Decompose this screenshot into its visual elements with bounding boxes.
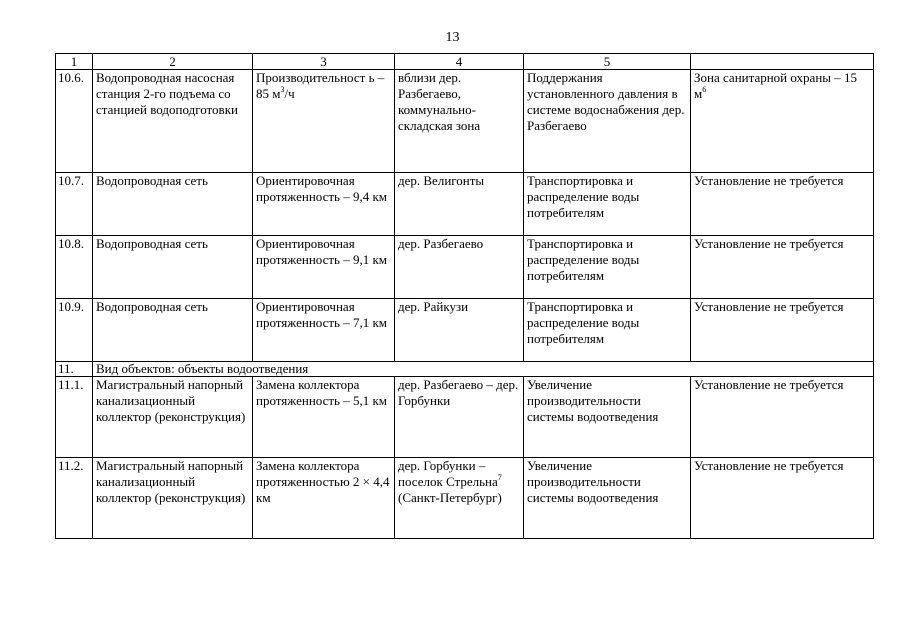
page-number: 13 xyxy=(445,30,460,45)
table-row xyxy=(56,377,874,458)
object-location: дер. Горбунки – поселок Стрельна$^7$ (Санкт-Петербург) xyxy=(395,458,524,539)
header-cell: 3 xyxy=(253,54,395,70)
object-parameters: Ориентировочная протяженность – 9,4 км xyxy=(253,173,395,236)
header-cell: 1 xyxy=(56,54,93,70)
row-number: 10.6. xyxy=(56,70,93,173)
object-purpose: Транспортировка и распределение воды потребителям xyxy=(524,173,691,236)
object-purpose: Увеличение производительности системы водоотведения xyxy=(524,458,691,539)
object-name: Водопроводная сеть xyxy=(93,236,253,299)
row-number: 10.7. xyxy=(56,173,93,236)
object-parameters: Ориентировочная протяженность – 9,1 км xyxy=(253,236,395,299)
section-title: Вид объектов: объекты водоотведения xyxy=(93,362,874,377)
object-location: вблизи дер. Разбегаево, коммунально-складская зона xyxy=(395,70,524,173)
object-parameters: Производительност ь – 85 $м^3/ч$ xyxy=(253,70,395,173)
header-cell: 5 xyxy=(524,54,691,70)
object-zone: Установление не требуется xyxy=(691,299,874,362)
row-number: 10.9. xyxy=(56,299,93,362)
object-purpose: Поддержания установленного давления в системе водоснабжения дер. Разбегаево xyxy=(524,70,691,173)
table-row xyxy=(56,70,874,173)
object-purpose: Транспортировка и распределение воды потребителям xyxy=(524,299,691,362)
object-name: Водопроводная сеть xyxy=(93,173,253,236)
object-zone: Установление не требуется xyxy=(691,173,874,236)
header-cell: 2 xyxy=(93,54,253,70)
object-parameters: Ориентировочная протяженность – 7,1 км xyxy=(253,299,395,362)
section-row xyxy=(56,362,874,377)
table-row xyxy=(56,299,874,362)
table-row xyxy=(56,458,874,539)
row-number: 11.2. xyxy=(56,458,93,539)
header-cell xyxy=(691,54,874,70)
row-number: 11.1. xyxy=(56,377,93,458)
object-zone: Зона санитарной охраны – 15 $м^6$ xyxy=(691,70,874,173)
row-number: 10.8. xyxy=(56,236,93,299)
object-name: Водопроводная насосная станция 2-го подъема со станцией водоподготовки xyxy=(93,70,253,173)
table-header-row xyxy=(56,54,874,70)
objects-table xyxy=(55,53,874,539)
object-name: Магистральный напорный канализационный коллектор (реконструкция) xyxy=(93,458,253,539)
row-number: 11. xyxy=(56,362,93,377)
object-parameters: Замена коллектора протяженность – 5,1 км xyxy=(253,377,395,458)
object-zone: Установление не требуется xyxy=(691,458,874,539)
object-name: Водопроводная сеть xyxy=(93,299,253,362)
header-cell: 4 xyxy=(395,54,524,70)
object-name: Магистральный напорный канализационный коллектор (реконструкция) xyxy=(93,377,253,458)
object-location: дер. Разбегаево xyxy=(395,236,524,299)
object-location: дер. Велигонты xyxy=(395,173,524,236)
object-zone: Установление не требуется xyxy=(691,236,874,299)
object-location: дер. Райкузи xyxy=(395,299,524,362)
object-location: дер. Разбегаево – дер. Горбунки xyxy=(395,377,524,458)
table-row xyxy=(56,173,874,236)
table-row xyxy=(56,236,874,299)
object-purpose: Транспортировка и распределение воды потребителям xyxy=(524,236,691,299)
object-parameters: Замена коллектора протяженностью 2 × 4,4 км xyxy=(253,458,395,539)
object-purpose: Увеличение производительности системы водоотведения xyxy=(524,377,691,458)
object-zone: Установление не требуется xyxy=(691,377,874,458)
